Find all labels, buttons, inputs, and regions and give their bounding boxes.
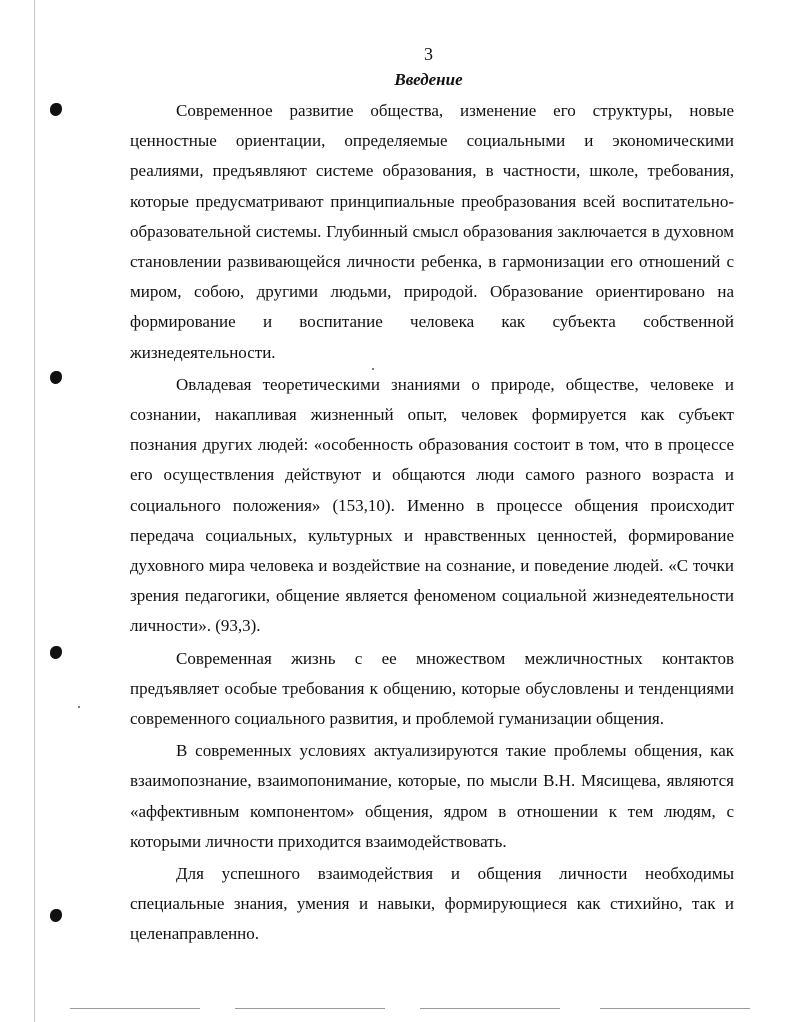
punch-hole-mark <box>50 103 62 116</box>
footer-rule <box>70 1008 200 1009</box>
paragraph: В современных условиях актуализируются такие проблемы общения, как взаимопознание, взаимопонимание, которые, по мысли В.Н. Мясищева, являются «аффективным компонентом» общения, ядром в отношении к тем людям, с которыми личности приходится взаимодействовать. <box>130 741 734 851</box>
page-number: 3 <box>424 44 433 64</box>
punch-hole-mark <box>50 646 62 659</box>
body-text <box>130 96 734 950</box>
footer-rule <box>600 1008 750 1009</box>
punch-hole-mark <box>50 909 62 922</box>
scan-margin-line <box>34 0 35 1022</box>
punch-hole-mark <box>50 371 62 384</box>
paragraph: Современная жизнь с ее множеством межличностных контактов предъявляет особые требования к общению, которые обусловлены и тенденциями современного социального развития, и проблемой гуманизации общения. <box>130 648 734 729</box>
paragraph: Для успешного взаимодействия и общения личности необходимы специальные знания, умения и навыки, формирующиеся как стихийно, так и целенаправленно. <box>130 864 734 944</box>
paragraph: Овладевая теоретическими знаниями о природе, обществе, человеке и сознании, накапливая жизненный опыт, человек формируется как субъект познания других людей: «особенность образования состоит в том, что в процессе его осуществления действуют и общаются люди самого разного возраста и социального положения» (153,10). Именно в процессе общения происходит передача социальных, культурных и нравственных ценностей, формирование духовного мира человека и воздействие на сознание, и поведение людей. «С точки зрения педагогики, общение является феноменом социальной жизнедеятельности личности». (93,3). <box>130 374 734 636</box>
scan-speck <box>78 706 80 708</box>
page-heading: Введение <box>394 70 463 89</box>
footer-rule <box>235 1008 385 1009</box>
footer-rule <box>420 1008 560 1009</box>
paragraph: Современное развитие общества, изменение его структуры, новые ценностные ориентации, определяемые социальными и экономическими реалиями, предъявляют системе образования, в частности, школе, требования, которые предусматривают принципиальные преобразования всей воспитательно-образовательной системы. Глубинный смысл образования заключается в духовном становлении развивающейся личности ребенка, в гармонизации его отношений с миром, собою, другими людьми, природой. Образование ориентировано на формирование и воспитание человека как субъекта собственной жизнедеятельности. <box>130 101 734 362</box>
